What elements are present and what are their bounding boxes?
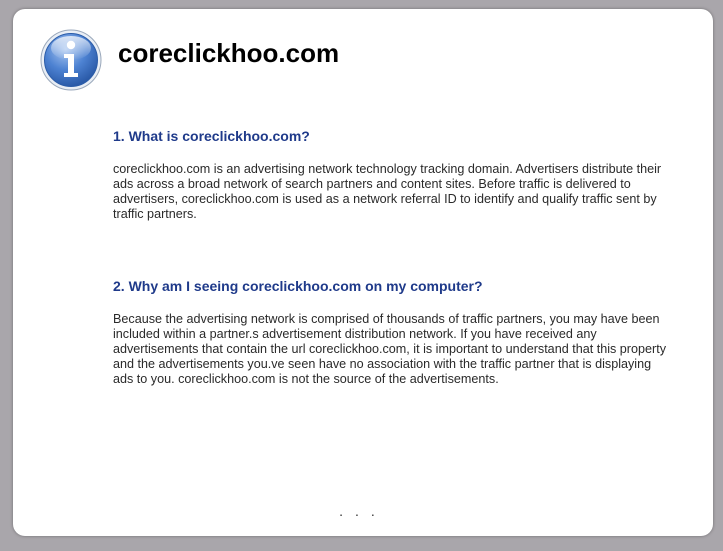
faq-section-2 [113, 277, 673, 387]
faq-section-1 [113, 127, 673, 222]
section-heading: 2. Why am I seeing coreclickhoo.com on my computer? [113, 278, 483, 294]
loading-dots: ... [339, 503, 387, 519]
page-title: coreclickhoo.com [118, 38, 340, 68]
section-heading: 1. What is coreclickhoo.com? [113, 128, 310, 144]
section-body: Because the advertising network is comprised of thousands of traffic partners, you may have been included within a partner.s advertisement distribution network. If you have received any advertisements that contain the url coreclickhoo.com, it is important to understand that this property and the advertisements you.ve seen have no association with the traffic partner that is displaying ads to you. coreclickhoo.com is not the source of the advertisements. [113, 312, 666, 386]
info-panel [13, 9, 713, 536]
section-body: coreclickhoo.com is an advertising network technology tracking domain. Advertisers distribute their ads across a broad network of search partners and content sites. Before traffic is delivered to advertisers, coreclickhoo.com is used as a network referral ID to identify and qualify traffic sent by traffic partners. [113, 162, 662, 221]
info-icon [39, 28, 103, 92]
